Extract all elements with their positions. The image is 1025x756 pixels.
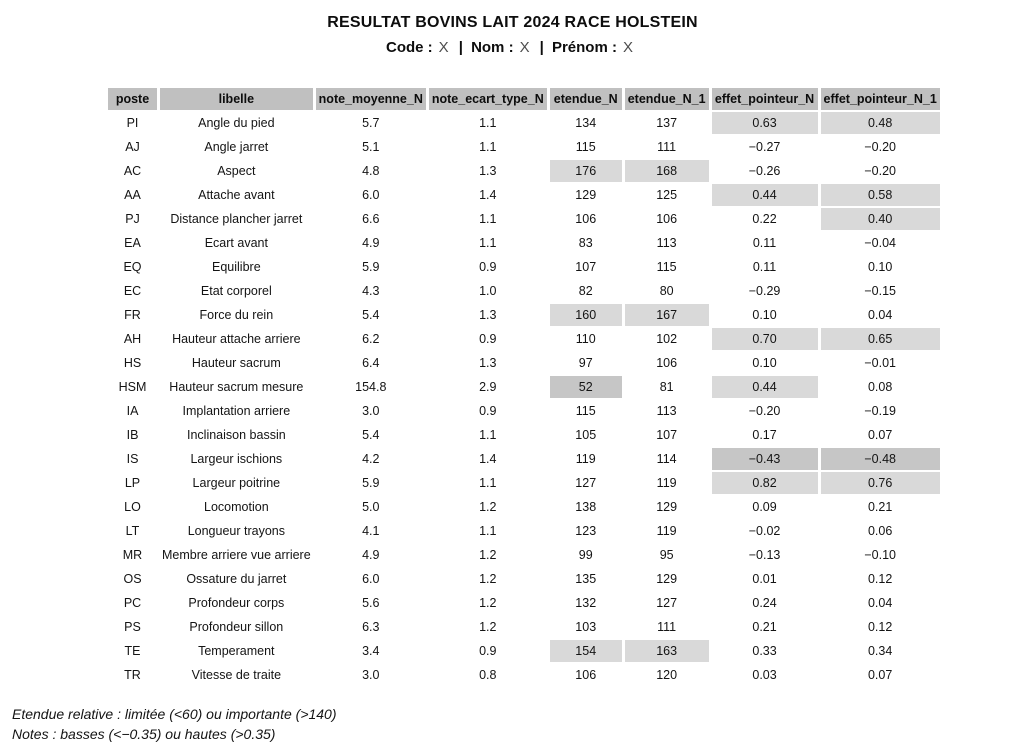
cell-note_moyenne_N: 4.1 [316,520,426,542]
cell-etendue_N_1: 137 [625,112,709,134]
cell-etendue_N_1: 120 [625,664,709,686]
cell-effet_pointeur_N: 0.82 [712,472,818,494]
table-row [108,640,940,662]
cell-etendue_N_1: 107 [625,424,709,446]
cell-poste: PJ [108,208,157,230]
cell-etendue_N: 123 [550,520,622,542]
cell-note_ecart_type_N: 1.3 [429,304,547,326]
cell-libelle: Ossature du jarret [160,568,313,590]
cell-note_ecart_type_N: 1.1 [429,136,547,158]
cell-effet_pointeur_N_1: 0.34 [821,640,940,662]
cell-note_ecart_type_N: 1.1 [429,424,547,446]
cell-etendue_N_1: 129 [625,568,709,590]
cell-etendue_N_1: 125 [625,184,709,206]
cell-note_moyenne_N: 5.7 [316,112,426,134]
code-label: Code : [386,39,433,56]
cell-effet_pointeur_N_1: 0.76 [821,472,940,494]
table-row [108,616,940,638]
cell-note_ecart_type_N: 1.4 [429,448,547,470]
cell-poste: TE [108,640,157,662]
cell-libelle: Longueur trayons [160,520,313,542]
table-row [108,448,940,470]
cell-etendue_N: 83 [550,232,622,254]
cell-effet_pointeur_N: 0.44 [712,376,818,398]
cell-etendue_N: 160 [550,304,622,326]
cell-poste: FR [108,304,157,326]
cell-libelle: Hauteur sacrum mesure [160,376,313,398]
cell-poste: PI [108,112,157,134]
cell-effet_pointeur_N: 0.24 [712,592,818,614]
cell-libelle: Attache avant [160,184,313,206]
cell-note_moyenne_N: 4.2 [316,448,426,470]
table-row [108,496,940,518]
cell-etendue_N_1: 168 [625,160,709,182]
cell-effet_pointeur_N: −0.02 [712,520,818,542]
cell-poste: IS [108,448,157,470]
cell-note_moyenne_N: 5.4 [316,304,426,326]
cell-effet_pointeur_N_1: −0.19 [821,400,940,422]
cell-note_ecart_type_N: 1.2 [429,592,547,614]
cell-etendue_N_1: 113 [625,232,709,254]
cell-poste: LT [108,520,157,542]
cell-note_moyenne_N: 6.2 [316,328,426,350]
cell-effet_pointeur_N_1: −0.10 [821,544,940,566]
column-header-libelle: libelle [160,88,313,110]
cell-libelle: Temperament [160,640,313,662]
column-header-note_moyenne_N: note_moyenne_N [316,88,426,110]
cell-note_moyenne_N: 5.0 [316,496,426,518]
cell-poste: PS [108,616,157,638]
cell-note_moyenne_N: 6.3 [316,616,426,638]
cell-effet_pointeur_N_1: 0.08 [821,376,940,398]
cell-etendue_N: 134 [550,112,622,134]
footnote-etendue: Etendue relative : limitée (<60) ou importante (>140) [12,706,337,722]
cell-libelle: Equilibre [160,256,313,278]
table-row [108,592,940,614]
cell-poste: OS [108,568,157,590]
cell-poste: EA [108,232,157,254]
cell-effet_pointeur_N_1: 0.40 [821,208,940,230]
cell-effet_pointeur_N: 0.17 [712,424,818,446]
subtitle-separator: | [458,39,463,56]
cell-etendue_N: 127 [550,472,622,494]
cell-poste: HS [108,352,157,374]
cell-etendue_N_1: 113 [625,400,709,422]
cell-libelle: Angle jarret [160,136,313,158]
cell-note_ecart_type_N: 1.4 [429,184,547,206]
cell-etendue_N_1: 81 [625,376,709,398]
cell-note_ecart_type_N: 1.2 [429,616,547,638]
table-row [108,352,940,374]
cell-effet_pointeur_N: 0.22 [712,208,818,230]
cell-effet_pointeur_N_1: 0.06 [821,520,940,542]
cell-etendue_N: 135 [550,568,622,590]
table-row [108,256,940,278]
table-row [108,544,940,566]
cell-etendue_N_1: 127 [625,592,709,614]
cell-etendue_N: 99 [550,544,622,566]
cell-libelle: Largeur poitrine [160,472,313,494]
cell-poste: LO [108,496,157,518]
table-row [108,304,940,326]
code-value: X [438,39,449,56]
cell-poste: PC [108,592,157,614]
cell-note_moyenne_N: 3.4 [316,640,426,662]
cell-effet_pointeur_N: −0.27 [712,136,818,158]
cell-etendue_N_1: 102 [625,328,709,350]
cell-effet_pointeur_N_1: 0.58 [821,184,940,206]
cell-note_ecart_type_N: 0.9 [429,328,547,350]
cell-poste: EQ [108,256,157,278]
cell-note_ecart_type_N: 1.3 [429,352,547,374]
cell-note_moyenne_N: 6.0 [316,184,426,206]
table-row [108,568,940,590]
column-header-effet_pointeur_N: effet_pointeur_N [712,88,818,110]
cell-poste: EC [108,280,157,302]
cell-effet_pointeur_N_1: 0.12 [821,616,940,638]
cell-poste: AC [108,160,157,182]
cell-note_ecart_type_N: 0.9 [429,400,547,422]
cell-effet_pointeur_N_1: −0.01 [821,352,940,374]
table-row [108,520,940,542]
table-row [108,280,940,302]
table-row [108,208,940,230]
column-header-note_ecart_type_N: note_ecart_type_N [429,88,547,110]
cell-libelle: Membre arriere vue arriere [160,544,313,566]
cell-effet_pointeur_N: −0.29 [712,280,818,302]
table-row [108,328,940,350]
cell-libelle: Hauteur sacrum [160,352,313,374]
subtitle-separator: | [539,39,544,56]
cell-note_ecart_type_N: 2.9 [429,376,547,398]
cell-effet_pointeur_N_1: 0.07 [821,424,940,446]
cell-etendue_N_1: 119 [625,520,709,542]
footnotes [12,704,1025,744]
cell-poste: AA [108,184,157,206]
cell-libelle: Distance plancher jarret [160,208,313,230]
cell-libelle: Locomotion [160,496,313,518]
table-row [108,664,940,686]
cell-etendue_N: 97 [550,352,622,374]
cell-etendue_N_1: 163 [625,640,709,662]
results-table [105,86,943,688]
cell-etendue_N: 106 [550,208,622,230]
cell-etendue_N: 115 [550,136,622,158]
cell-note_moyenne_N: 5.9 [316,256,426,278]
cell-etendue_N: 138 [550,496,622,518]
cell-etendue_N_1: 80 [625,280,709,302]
table-row [108,472,940,494]
cell-note_ecart_type_N: 1.1 [429,472,547,494]
cell-note_moyenne_N: 4.3 [316,280,426,302]
cell-effet_pointeur_N_1: 0.21 [821,496,940,518]
table-row [108,424,940,446]
column-header-etendue_N: etendue_N [550,88,622,110]
cell-effet_pointeur_N_1: −0.15 [821,280,940,302]
cell-etendue_N: 176 [550,160,622,182]
cell-etendue_N_1: 95 [625,544,709,566]
cell-libelle: Hauteur attache arriere [160,328,313,350]
cell-effet_pointeur_N_1: −0.48 [821,448,940,470]
cell-effet_pointeur_N: −0.26 [712,160,818,182]
cell-note_ecart_type_N: 0.9 [429,256,547,278]
cell-note_moyenne_N: 4.8 [316,160,426,182]
prenom-value: X [622,39,633,56]
cell-etendue_N_1: 111 [625,616,709,638]
cell-etendue_N: 129 [550,184,622,206]
cell-note_ecart_type_N: 0.9 [429,640,547,662]
cell-poste: LP [108,472,157,494]
cell-libelle: Largeur ischions [160,448,313,470]
cell-etendue_N_1: 119 [625,472,709,494]
cell-effet_pointeur_N_1: 0.12 [821,568,940,590]
cell-effet_pointeur_N: 0.63 [712,112,818,134]
cell-note_ecart_type_N: 1.3 [429,160,547,182]
cell-effet_pointeur_N_1: −0.20 [821,160,940,182]
cell-poste: TR [108,664,157,686]
column-header-poste: poste [108,88,157,110]
cell-effet_pointeur_N: 0.44 [712,184,818,206]
cell-effet_pointeur_N_1: 0.10 [821,256,940,278]
cell-etendue_N_1: 114 [625,448,709,470]
cell-poste: HSM [108,376,157,398]
cell-effet_pointeur_N: 0.21 [712,616,818,638]
cell-note_moyenne_N: 5.6 [316,592,426,614]
cell-etendue_N_1: 106 [625,208,709,230]
cell-note_moyenne_N: 5.9 [316,472,426,494]
page-subtitle [0,39,1025,56]
cell-effet_pointeur_N: 0.03 [712,664,818,686]
cell-etendue_N: 52 [550,376,622,398]
cell-note_moyenne_N: 5.4 [316,424,426,446]
table-row [108,400,940,422]
table-row [108,136,940,158]
cell-effet_pointeur_N_1: 0.04 [821,592,940,614]
cell-effet_pointeur_N: −0.20 [712,400,818,422]
cell-note_ecart_type_N: 1.1 [429,208,547,230]
column-header-etendue_N_1: etendue_N_1 [625,88,709,110]
cell-etendue_N_1: 111 [625,136,709,158]
cell-note_ecart_type_N: 1.2 [429,568,547,590]
cell-libelle: Force du rein [160,304,313,326]
cell-poste: AH [108,328,157,350]
cell-note_moyenne_N: 4.9 [316,544,426,566]
cell-effet_pointeur_N_1: 0.04 [821,304,940,326]
nom-value: X [519,39,530,56]
cell-poste: IB [108,424,157,446]
cell-note_moyenne_N: 6.6 [316,208,426,230]
cell-effet_pointeur_N: −0.13 [712,544,818,566]
cell-effet_pointeur_N_1: 0.07 [821,664,940,686]
cell-libelle: Aspect [160,160,313,182]
cell-etendue_N: 154 [550,640,622,662]
cell-libelle: Etat corporel [160,280,313,302]
cell-note_ecart_type_N: 0.8 [429,664,547,686]
page-title: RESULTAT BOVINS LAIT 2024 RACE HOLSTEIN [327,14,698,31]
cell-effet_pointeur_N: 0.33 [712,640,818,662]
column-header-effet_pointeur_N_1: effet_pointeur_N_1 [821,88,940,110]
cell-effet_pointeur_N_1: 0.48 [821,112,940,134]
table-row [108,232,940,254]
cell-effet_pointeur_N_1: 0.65 [821,328,940,350]
cell-note_ecart_type_N: 1.1 [429,232,547,254]
table-row [108,184,940,206]
cell-libelle: Profondeur corps [160,592,313,614]
cell-etendue_N: 103 [550,616,622,638]
cell-libelle: Angle du pied [160,112,313,134]
cell-libelle: Profondeur sillon [160,616,313,638]
table-row [108,112,940,134]
cell-poste: IA [108,400,157,422]
cell-etendue_N: 119 [550,448,622,470]
cell-poste: AJ [108,136,157,158]
cell-note_ecart_type_N: 1.2 [429,496,547,518]
cell-note_moyenne_N: 4.9 [316,232,426,254]
cell-effet_pointeur_N: 0.11 [712,232,818,254]
cell-note_moyenne_N: 5.1 [316,136,426,158]
cell-etendue_N_1: 115 [625,256,709,278]
footnote-notes: Notes : basses (<−0.35) ou hautes (>0.35) [12,726,276,742]
cell-note_moyenne_N: 154.8 [316,376,426,398]
cell-effet_pointeur_N: 0.09 [712,496,818,518]
cell-note_moyenne_N: 6.0 [316,568,426,590]
cell-effet_pointeur_N: 0.10 [712,352,818,374]
cell-effet_pointeur_N_1: −0.20 [821,136,940,158]
cell-etendue_N: 105 [550,424,622,446]
nom-label: Nom : [471,39,514,56]
cell-effet_pointeur_N: 0.10 [712,304,818,326]
cell-libelle: Implantation arriere [160,400,313,422]
cell-note_ecart_type_N: 1.2 [429,544,547,566]
cell-effet_pointeur_N_1: −0.04 [821,232,940,254]
cell-libelle: Ecart avant [160,232,313,254]
cell-note_ecart_type_N: 1.1 [429,112,547,134]
table-row [108,376,940,398]
table-row [108,160,940,182]
cell-etendue_N: 82 [550,280,622,302]
cell-etendue_N: 110 [550,328,622,350]
cell-note_moyenne_N: 6.4 [316,352,426,374]
cell-etendue_N_1: 129 [625,496,709,518]
cell-effet_pointeur_N: 0.01 [712,568,818,590]
cell-etendue_N_1: 167 [625,304,709,326]
cell-poste: MR [108,544,157,566]
table-header-row [108,88,940,110]
cell-effet_pointeur_N: −0.43 [712,448,818,470]
cell-note_moyenne_N: 3.0 [316,664,426,686]
cell-note_moyenne_N: 3.0 [316,400,426,422]
cell-etendue_N: 106 [550,664,622,686]
cell-effet_pointeur_N: 0.11 [712,256,818,278]
cell-etendue_N: 115 [550,400,622,422]
cell-etendue_N: 107 [550,256,622,278]
cell-etendue_N_1: 106 [625,352,709,374]
cell-effet_pointeur_N: 0.70 [712,328,818,350]
prenom-label: Prénom : [551,39,617,56]
cell-etendue_N: 132 [550,592,622,614]
cell-note_ecart_type_N: 1.0 [429,280,547,302]
cell-libelle: Inclinaison bassin [160,424,313,446]
cell-note_ecart_type_N: 1.1 [429,520,547,542]
cell-libelle: Vitesse de traite [160,664,313,686]
